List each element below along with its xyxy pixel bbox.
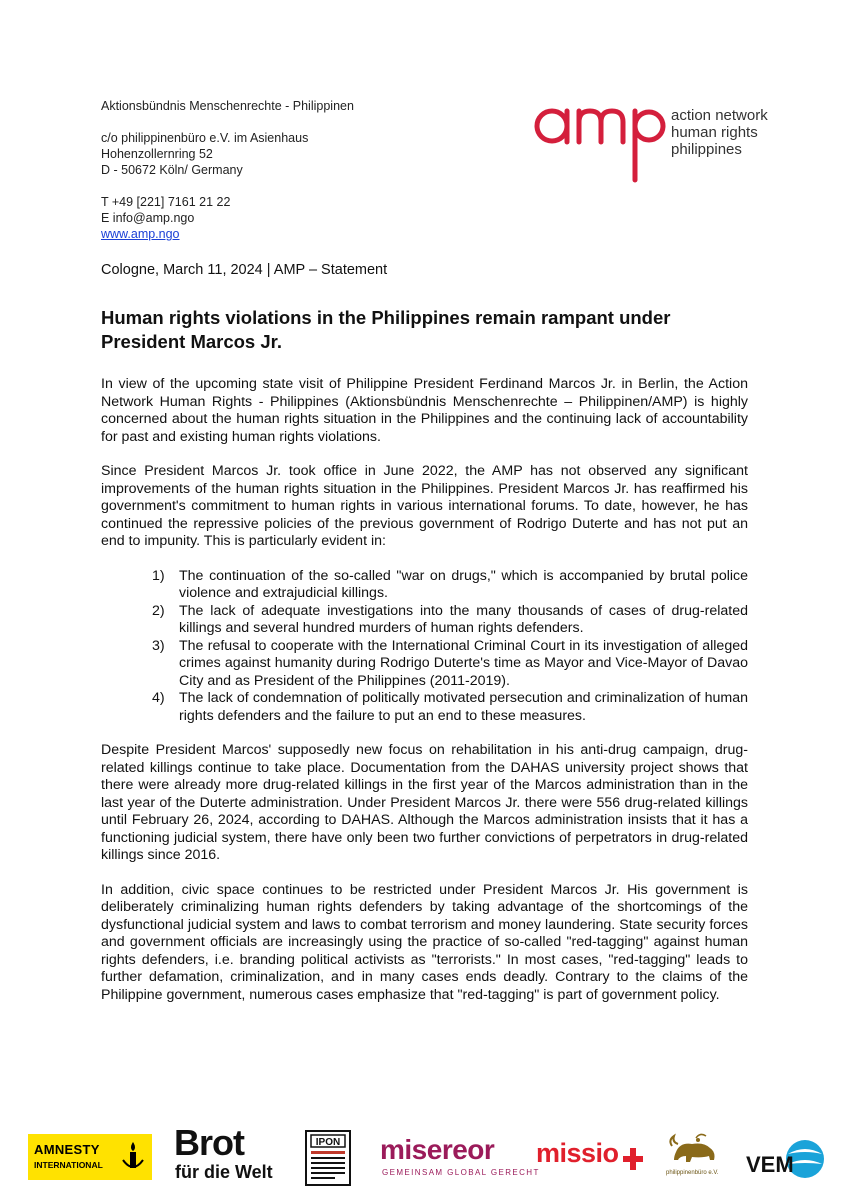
cross-icon: [622, 1146, 644, 1172]
list-item: [101, 603, 748, 638]
paragraph: Since President Marcos Jr. took office in June 2022, the AMP has not observed any significant improvements of the human rights situation in the Philippines. President Marcos Jr. has reaffirmed his government's commitment to human rights in various international forums. To date, however, he has continued the repressive policies of the previous government of Rodrigo Duterte and has not put an end to impunity. This is particularly evident in:: [101, 463, 748, 549]
postal-address: [101, 130, 354, 178]
email-address: E info@amp.ngo: [101, 211, 195, 225]
brot-fuer-die-welt-logo: [170, 1122, 274, 1188]
list-item: [101, 690, 748, 725]
ipon-logo: [305, 1130, 351, 1186]
list-text: The refusal to cooperate with the International Criminal Court in its investigation of alleged crimes against humanity during Rodrigo Duterte's time as Mayor and Vice-Mayor of Davao City and as President of the Philippines (2011-2019).: [179, 637, 748, 689]
numbered-list: [101, 568, 748, 726]
amnesty-logo: [28, 1134, 152, 1180]
list-text: The lack of adequate investigations into the many thousands of cases of drug-related killings and several hundred murders of human rights defenders.: [179, 602, 748, 636]
candle-icon: [120, 1140, 146, 1174]
website-link[interactable]: www.amp.ngo: [101, 227, 180, 241]
letterhead: [101, 98, 354, 242]
list-item: [101, 568, 748, 603]
philbuero-label: philippinenbüro e.V.: [666, 1170, 719, 1176]
vem-word: VEM: [746, 1152, 794, 1177]
logo-tagline: [671, 107, 768, 158]
misereor-logo: [380, 1134, 540, 1182]
list-item: [101, 638, 748, 691]
paragraph: Despite President Marcos' supposedly new focus on rehabilitation in his anti-drug campaign, drug-related killings continue to take place. Documentation from the DAHAS university project shows that there were already more drug-related killings in the first year of the Marcos administration than in the last year of the Duterte administration. Under President Marcos Jr. there were 556 drug-related killings until February 26, 2024, according to DAHAS. Although the Marcos administration insists that it has a functioning judicial system, there have only been two further convictions of perpetrators in drug-related killings since 2016.: [101, 742, 748, 863]
missio-logo: [536, 1138, 648, 1180]
misereor-slogan: GEMEINSAM GLOBAL GERECHT: [382, 1168, 540, 1177]
org-name: Aktionsbündnis Menschenrechte - Philippinen: [101, 99, 354, 113]
amnesty-subname: INTERNATIONAL: [34, 1160, 103, 1170]
list-number: 4): [152, 690, 165, 706]
tagline-line: action network: [671, 107, 768, 124]
sponsor-logos: [0, 1122, 848, 1190]
philippinenbuero-logo: [666, 1130, 726, 1186]
address-line: D - 50672 Köln/ Germany: [101, 163, 243, 177]
statement-body: [101, 376, 748, 1021]
brot-subword: für die Welt: [175, 1162, 273, 1182]
carabao-icon: [666, 1130, 726, 1170]
list-text: The continuation of the so-called "war on drugs," which is accompanied by brutal police violence and extrajudicial killings.: [179, 567, 748, 601]
amnesty-name: AMNESTY: [34, 1142, 100, 1157]
list-text: The lack of condemnation of politically motivated persecution and criminalization of human rights defenders and the failure to put an end to these measures.: [179, 690, 748, 724]
phone-number: T +49 [221] 7161 21 22: [101, 195, 231, 209]
tagline-line: philippines: [671, 141, 742, 158]
address-line: c/o philippinenbüro e.V. im Asienhaus: [101, 131, 309, 145]
dateline: Cologne, March 11, 2024 | AMP – Statement: [101, 262, 388, 278]
vem-logo: [744, 1132, 826, 1186]
address-line: Hohenzollernring 52: [101, 147, 213, 161]
brot-word: Brot: [174, 1122, 244, 1163]
ipon-label: IPON: [315, 1137, 341, 1148]
contact-block: [101, 194, 354, 242]
tagline-line: human rights: [671, 124, 758, 141]
list-number: 1): [152, 567, 165, 584]
page-title: Human rights violations in the Philippines remain rampant under President Marcos Jr.: [101, 307, 671, 352]
missio-word: missio: [536, 1138, 619, 1168]
paragraph: In addition, civic space continues to be restricted under President Marcos Jr. His government is deliberately criminalizing human rights defenders by taking advantage of the shortcomings of the dysfunctional judicial system and laws to combat terrorism and money laundering. State security forces and government officials are increasingly using the practice of so-called "red-tagging" against human rights defenders, i.e. branding political activists as "terrorists." In most cases, "red-tagging" leads to further defamation, criminalization, and in many cases ends deadly. Contrary to the claims of the Philippine government, numerous cases emphasize that "red-tagging" is part of government policy.: [101, 881, 748, 1003]
list-number: 3): [152, 637, 165, 654]
list-number: 2): [152, 602, 165, 619]
misereor-word: misereor: [380, 1134, 495, 1165]
paragraph: In view of the upcoming state visit of Philippine President Ferdinand Marcos Jr. in Berlin, the Action Network Human Rights - Philippines (Aktionsbündnis Menschenrechte – Philippinen/AMP) is highly concerned about the human rights situation in the Philippines and the continuing lack of accountability for past and existing human rights violations.: [101, 376, 748, 445]
